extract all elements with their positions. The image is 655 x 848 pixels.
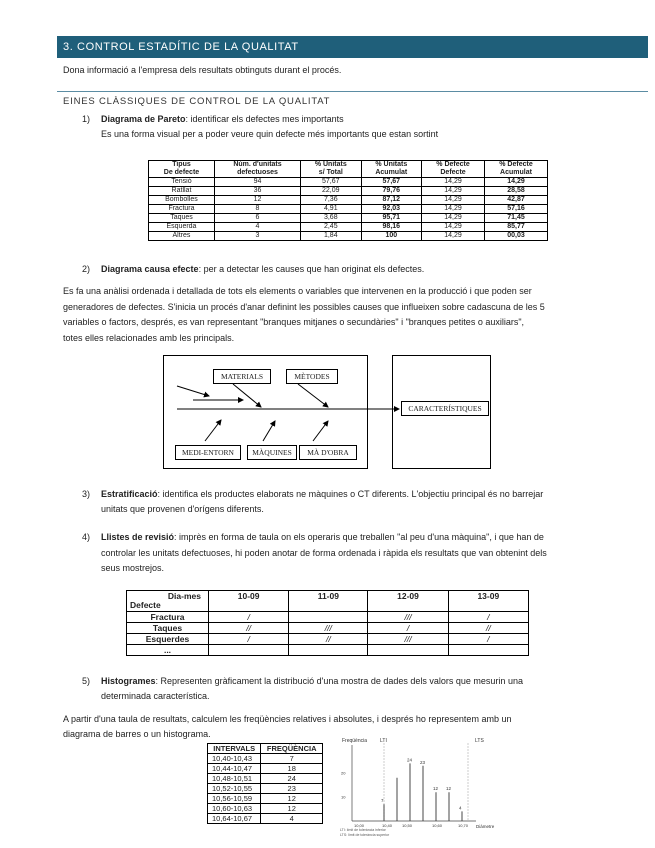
pareto-row (149, 196, 548, 205)
pareto-row (149, 178, 548, 187)
chart-x-tick: 10,50 (402, 823, 413, 828)
histogram-chart (338, 735, 498, 840)
item-3-text2: unitats que provenen d'orígens diferents. (101, 504, 264, 514)
checklist-tally-cell: / (209, 612, 289, 623)
checklist-tally-cell (289, 612, 368, 623)
sub-arrow (177, 386, 209, 396)
fishbone-metodes: MÈTODES (286, 369, 338, 384)
paragraph-1-line: totes elles relacionades amb les principals. (63, 332, 235, 343)
pareto-cell: 95,71 (361, 214, 422, 223)
pareto-cell: 8 (214, 205, 300, 214)
branch-arrow (313, 421, 328, 441)
chart-x-tick: 10,00 (354, 823, 365, 828)
pareto-cell: 28,58 (485, 187, 548, 196)
histogram-bar-label: 24 (407, 757, 413, 763)
checklist-day: 10-09 (209, 591, 289, 612)
pareto-header: % Unitats s/ Total (301, 161, 362, 178)
paragraph-1-line: variables o factors, després, es van representant "branques mitjanes o secundàries" i "branques petites o auxiliars", (63, 317, 525, 327)
item-2 (82, 262, 90, 277)
item-5-num: 5) (82, 676, 91, 686)
histogram-interval: 10,64-10,67 (208, 814, 261, 824)
pareto-cell: 22,09 (301, 187, 362, 196)
histogram-bar-label: 23 (420, 759, 426, 765)
checklist-table (126, 590, 529, 656)
pareto-table (148, 160, 548, 241)
histogram-row (208, 754, 323, 764)
histogram-frequency: 12 (261, 794, 323, 804)
histogram-row (208, 784, 323, 794)
checklist-row (127, 612, 529, 623)
histogram-interval: 10,44-10,47 (208, 764, 261, 774)
item-5 (82, 674, 90, 689)
pareto-cell: 4 (214, 223, 300, 232)
pareto-cell: Ratllat (149, 187, 215, 196)
pareto-cell: 12 (214, 196, 300, 205)
item-4-title: Llistes de revisió (101, 532, 175, 542)
pareto-cell: 92,03 (361, 205, 422, 214)
pareto-cell: 14,29 (422, 187, 485, 196)
item-3-line (101, 487, 621, 517)
checklist-row (127, 634, 529, 645)
pareto-cell: 3 (214, 232, 300, 241)
checklist-tally-cell: / (448, 634, 528, 645)
pareto-cell: 94 (214, 178, 300, 187)
histogram-frequency: 23 (261, 784, 323, 794)
histogram-header: INTERVALS (208, 744, 261, 754)
histogram-bar-label: 4 (459, 805, 462, 811)
pareto-row (149, 205, 548, 214)
pareto-cell: 14,29 (422, 232, 485, 241)
pareto-cell: 87,12 (361, 196, 422, 205)
pareto-cell: 14,29 (422, 205, 485, 214)
fishbone-medi-entorn: MEDI-ENTORN (175, 445, 241, 460)
item-5-text2: determinada característica. (101, 691, 210, 701)
branch-arrow (205, 420, 221, 441)
item-4-text3: seus mostrejos. (101, 563, 165, 573)
paragraph-1-line: generadores de defectes. S'inicia un procés d'anar definint les possibles causes que influeixen sobre cadascuna de les 5 (63, 301, 545, 312)
item-5-line (101, 674, 621, 704)
histogram-row (208, 804, 323, 814)
item-3-text: : identifica els productes elaborats ne màquines o CT diferents. L'objectiu principal és no barrejar (157, 489, 544, 499)
item-1-sub: Es una forma visual per a poder veure quin defecte més importants que estan sortint (101, 129, 439, 139)
item-1-line (101, 112, 344, 127)
histogram-frequency: 24 (261, 774, 323, 784)
section-title: EINES CLÀSSIQUES DE CONTROL DE LA QUALITAT (63, 96, 331, 107)
branch-arrow (233, 384, 261, 407)
divider (57, 91, 648, 92)
checklist-defect-label: ... (127, 645, 209, 656)
chart-x-tick: 10,60 (432, 823, 443, 828)
pareto-cell: 1,84 (301, 232, 362, 241)
chart-legend-lts: LTS (475, 738, 484, 744)
chart-x-tick: 10,70 (458, 823, 469, 828)
item-2-line (101, 262, 424, 277)
pareto-cell: 14,29 (422, 178, 485, 187)
pareto-cell: 6 (214, 214, 300, 223)
histogram-interval: 10,52-10,55 (208, 784, 261, 794)
histogram-row (208, 794, 323, 804)
checklist-tally-cell: / (448, 612, 528, 623)
histogram-interval: 10,40-10,43 (208, 754, 261, 764)
checklist-row (127, 623, 529, 634)
histogram-header: FREQÜÈNCIA (261, 744, 323, 754)
histogram-interval: 10,56-10,59 (208, 794, 261, 804)
checklist-tally-cell: / (368, 623, 448, 634)
item-1-num: 1) (82, 114, 91, 124)
checklist-tally-cell: // (209, 623, 289, 634)
checklist-day: 12-09 (368, 591, 448, 612)
pareto-cell: Esquerda (149, 223, 215, 232)
pareto-cell: 14,29 (422, 196, 485, 205)
pareto-cell: 14,29 (422, 223, 485, 232)
fishbone-ma-obra: MÀ D'OBRA (299, 445, 357, 460)
chart-y-tick: 10 (341, 794, 346, 800)
paragraph-1-line: Es fa una anàlisi ordenada i detallada de tots els elements o variables que intervenen en la producció i que poden ser (63, 286, 532, 296)
checklist-defect-label: Esquerdes (127, 634, 209, 645)
pareto-row (149, 232, 548, 241)
checklist-tally-cell (368, 645, 448, 656)
checklist-day: 13-09 (448, 591, 528, 612)
pareto-cell: Fractura (149, 205, 215, 214)
pareto-header: % Unitats Acumulat (361, 161, 422, 178)
pareto-cell: Bombolles (149, 196, 215, 205)
item-1-text: : identificar els defectes mes importants (185, 114, 344, 124)
histogram-row (208, 774, 323, 784)
chart-xlabel: Diàmetre (476, 824, 495, 829)
checklist-defect-label: Taques (127, 623, 209, 634)
histogram-bar-label: 12 (446, 786, 452, 792)
checklist-defect-label: Fractura (127, 612, 209, 623)
item-1-title: Diagrama de Pareto (101, 114, 186, 124)
item-5-text: : Representen gràficament la distribució d'una mostra de dades dels valors que mesurin una (155, 676, 523, 686)
item-3 (82, 487, 90, 502)
histogram-interval: 10,48-10,51 (208, 774, 261, 784)
pareto-cell: 79,76 (361, 187, 422, 196)
item-4-text: : imprès en forma de taula on els operaris que treballen "al peu d'una màquina", i que han de (174, 532, 544, 542)
checklist-tally-cell: // (289, 634, 368, 645)
branch-arrow (298, 384, 328, 407)
checklist-tally-cell: /// (368, 634, 448, 645)
paragraph-2-line: diagrama de barres o un histograma. (63, 729, 211, 739)
checklist-tally-cell: / (209, 634, 289, 645)
checklist-tally-cell (289, 645, 368, 656)
pareto-cell: 57,16 (485, 205, 548, 214)
item-4-text2: controlar les unitats defectuoses, hi poden anotar de forma ordenada i ràpida els resultats que van obtenint dels (101, 547, 547, 558)
pareto-header: Núm. d'unitats defectuoses (214, 161, 300, 178)
item-4-line (101, 530, 631, 577)
checklist-tally-cell (448, 645, 528, 656)
pareto-cell: 3,68 (301, 214, 362, 223)
pareto-cell: 36 (214, 187, 300, 196)
checklist-row (127, 645, 529, 656)
histogram-bar-label: 12 (433, 786, 439, 792)
chart-y-tick: 20 (341, 770, 346, 776)
item-2-title: Diagrama causa efecte (101, 264, 199, 274)
pareto-cell: Altres (149, 232, 215, 241)
pareto-cell: 2,45 (301, 223, 362, 232)
histogram-row (208, 764, 323, 774)
checklist-tally-cell (209, 645, 289, 656)
chart-legend-lti: LTI (380, 738, 387, 744)
pareto-cell: 00,03 (485, 232, 548, 241)
pareto-cell: 85,77 (485, 223, 548, 232)
pareto-header: % Defecte Defecte (422, 161, 485, 178)
pareto-cell: 7,36 (301, 196, 362, 205)
pareto-cell: 4,91 (301, 205, 362, 214)
checklist-tally-cell: // (448, 623, 528, 634)
pareto-header: Tipus De defecte (149, 161, 215, 178)
histogram-bar-label: 7 (381, 798, 384, 804)
fishbone-materials: MATERIALS (213, 369, 271, 384)
checklist-day: 11-09 (289, 591, 368, 612)
histogram-frequency: 12 (261, 804, 323, 814)
paragraph-1 (63, 284, 545, 346)
pareto-header: % Defecte Acumulat (485, 161, 548, 178)
paragraph-2-line: A partir d'una taula de resultats, calculem les freqüències relatives i absolutes, i després ho representem amb un (63, 714, 512, 724)
item-4 (82, 530, 90, 545)
pareto-row (149, 214, 548, 223)
histogram-table (207, 743, 323, 824)
fishbone-diagram (163, 355, 491, 469)
item-4-num: 4) (82, 532, 91, 542)
checklist-corner: Dia-mes Defecte (127, 591, 209, 612)
item-3-num: 3) (82, 489, 91, 499)
histogram-frequency: 18 (261, 764, 323, 774)
fishbone-maquines: MÀQUINES (247, 445, 297, 460)
checklist-tally-cell: /// (289, 623, 368, 634)
pareto-cell: 100 (361, 232, 422, 241)
chart-x-tick: 10,40 (382, 823, 393, 828)
chart-footnote: LTI: límit de tolerància inferior (340, 828, 386, 832)
fishbone-effect: CARACTERÍSTIQUES (401, 401, 489, 416)
pareto-cell: 14,29 (485, 178, 548, 187)
pareto-cell: 57,67 (301, 178, 362, 187)
pareto-row (149, 187, 548, 196)
item-2-num: 2) (82, 264, 91, 274)
section-header: 3. CONTROL ESTADÍTIC DE LA QUALITAT (57, 36, 648, 58)
pareto-cell: 71,45 (485, 214, 548, 223)
pareto-cell: Taques (149, 214, 215, 223)
item-2-text: : per a detectar les causes que han originat els defectes. (198, 264, 425, 274)
histogram-frequency: 4 (261, 814, 323, 824)
branch-arrow (263, 421, 275, 441)
pareto-cell: 57,67 (361, 178, 422, 187)
histogram-interval: 10,60-10,63 (208, 804, 261, 814)
pareto-cell: Tensió (149, 178, 215, 187)
intro-text: Dona informació a l'empresa dels resultats obtinguts durant el procés. (63, 65, 342, 75)
chart-footnote: LTS: límit de tolerància superior (340, 833, 390, 837)
pareto-cell: 42,87 (485, 196, 548, 205)
item-1 (82, 112, 90, 127)
pareto-row (149, 223, 548, 232)
pareto-cell: 14,29 (422, 214, 485, 223)
item-3-title: Estratificació (101, 489, 158, 499)
pareto-cell: 98,16 (361, 223, 422, 232)
item-5-title: Histogrames (101, 676, 156, 686)
chart-ylabel: Freqüència (342, 738, 368, 744)
histogram-row (208, 814, 323, 824)
checklist-tally-cell: /// (368, 612, 448, 623)
histogram-frequency: 7 (261, 754, 323, 764)
